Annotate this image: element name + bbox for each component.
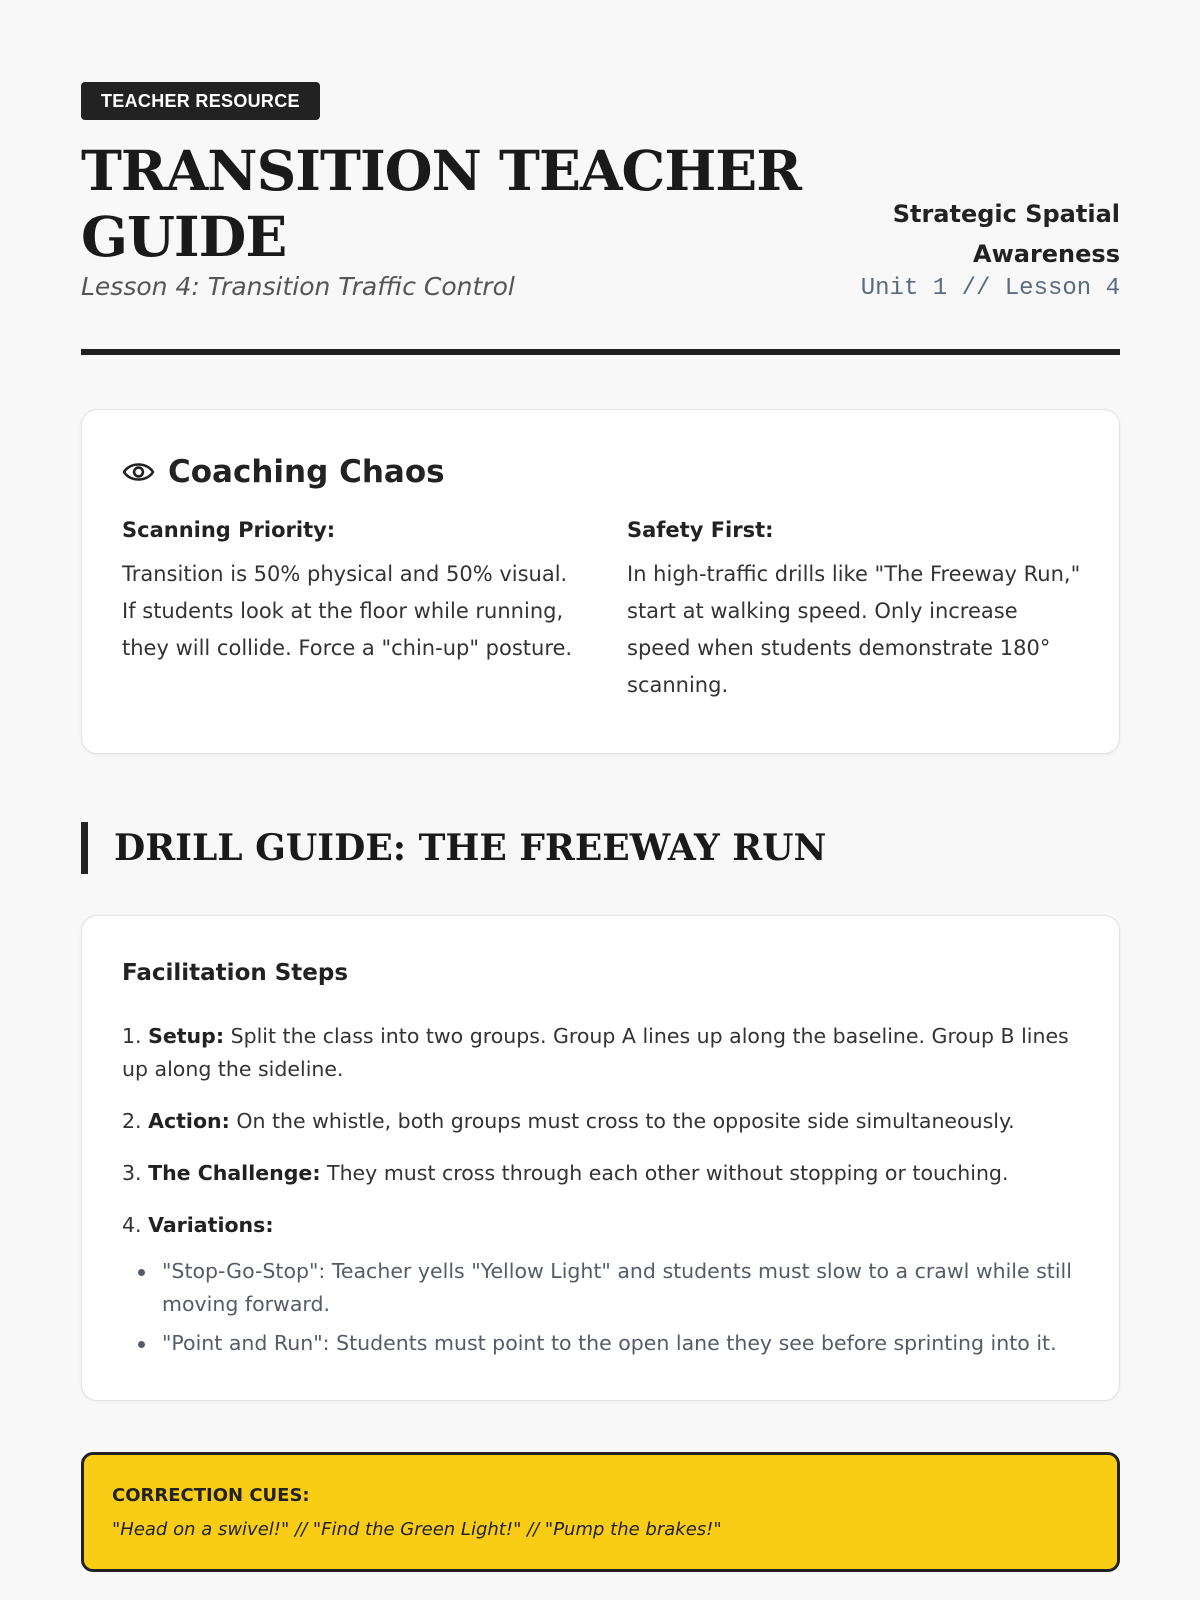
step-text: On the whistle, both groups must cross to the opposite side simultaneously. xyxy=(236,1109,1015,1133)
header-divider xyxy=(81,349,1120,355)
steps-list xyxy=(122,1020,1082,1366)
step-number: 3. xyxy=(122,1161,142,1185)
coaching-header xyxy=(122,454,445,490)
drill-section-title: DRILL GUIDE: THE FREEWAY RUN xyxy=(81,822,826,874)
step-number: 1. xyxy=(122,1024,142,1048)
step-label: Setup: xyxy=(148,1024,225,1048)
page-header xyxy=(81,82,1120,354)
step-number: 2. xyxy=(122,1109,142,1133)
step-label: Action: xyxy=(148,1109,230,1133)
correction-cues-callout xyxy=(81,1452,1120,1572)
scanning-priority-text: Transition is 50% physical and 50% visual. If students look at the floor while running, they will collide. Force a "chin-up" posture. xyxy=(122,562,573,660)
resource-badge: TEACHER RESOURCE xyxy=(81,82,320,120)
step-item xyxy=(122,1105,1082,1138)
step-text: They must cross through each other without stopping or touching. xyxy=(327,1161,1009,1185)
step-item xyxy=(122,1209,1082,1242)
coaching-title: Coaching Chaos xyxy=(168,454,445,490)
coaching-card xyxy=(81,409,1120,754)
strategy-label: Strategic Spatial Awareness xyxy=(892,200,1120,268)
step-label: Variations: xyxy=(148,1213,274,1237)
lesson-subtitle: Lesson 4: Transition Traffic Control xyxy=(81,272,515,301)
safety-first-heading: Safety First: xyxy=(627,518,774,542)
scanning-priority-column xyxy=(122,518,577,667)
facilitation-card xyxy=(81,915,1120,1401)
scanning-priority-heading: Scanning Priority: xyxy=(122,518,336,542)
step-item xyxy=(122,1020,1082,1086)
step-text: Split the class into two groups. Group A lines up along the baseline. Group B lines up along the sideline. xyxy=(122,1024,1069,1081)
variation-item: "Stop-Go-Stop": Teacher yells "Yellow Light" and students must slow to a crawl while still moving forward. xyxy=(162,1255,1082,1321)
safety-first-text: In high-traffic drills like "The Freeway Run," start at walking speed. Only increase speed when students demonstrate 180° scanning. xyxy=(627,562,1081,697)
eye-icon xyxy=(122,460,155,484)
step-number: 4. xyxy=(122,1213,142,1237)
variations-list xyxy=(122,1255,1082,1360)
unit-lesson-label: Unit 1 // Lesson 4 xyxy=(860,275,1120,302)
correction-cues-label: CORRECTION CUES: xyxy=(112,1485,310,1506)
facilitation-title: Facilitation Steps xyxy=(122,960,349,986)
correction-cues-text: "Head on a swivel!" // "Find the Green Light!" // "Pump the brakes!" xyxy=(112,1519,722,1540)
step-label: The Challenge: xyxy=(148,1161,321,1185)
safety-first-column xyxy=(627,518,1082,704)
step-item xyxy=(122,1157,1082,1190)
variation-item: "Point and Run": Students must point to the open lane they see before sprinting into it. xyxy=(162,1327,1082,1360)
teacher-guide-page xyxy=(81,82,1120,1540)
page-title: TRANSITION TEACHER GUIDE xyxy=(81,138,801,269)
unit-meta xyxy=(820,194,1120,302)
